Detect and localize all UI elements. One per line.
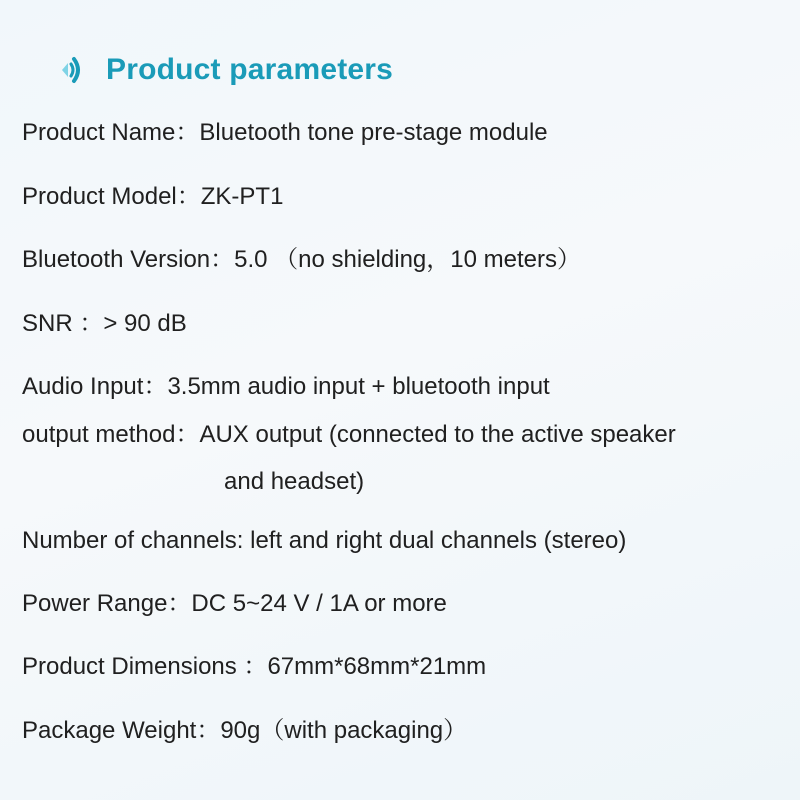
param-row-power-range [22, 588, 447, 620]
param-separator: ： [175, 119, 200, 146]
param-label: Product Model [22, 183, 177, 210]
param-row-product-dimensions [22, 651, 486, 683]
param-label: Power Range [22, 590, 168, 617]
param-separator: ： [167, 590, 192, 617]
param-row-bluetooth-version [22, 244, 581, 276]
param-label: Product Dimensions [22, 653, 237, 680]
param-row-product-model [22, 181, 283, 213]
speaker-sound-icon [58, 50, 98, 90]
param-value: 5.0 （no shielding，10 meters） [234, 246, 581, 273]
param-value: 3.5mm audio input + bluetooth input [167, 373, 550, 400]
param-row-audio-input [22, 371, 550, 403]
param-label: Number of channels [22, 527, 237, 554]
param-value: ZK-PT1 [200, 183, 284, 210]
param-row-package-weight [22, 715, 467, 747]
param-value: AUX output (connected to the active speaker [199, 421, 676, 448]
param-row-snr [22, 308, 187, 340]
param-separator: ： [196, 717, 221, 744]
param-label: SNR [22, 310, 73, 337]
param-separator: : [236, 527, 251, 554]
param-separator: ： [143, 373, 168, 400]
param-label: Product Name [22, 119, 176, 146]
param-row-product-name [22, 117, 548, 149]
param-label: output method [22, 421, 176, 448]
param-value: left and right dual channels (stereo) [250, 527, 627, 554]
param-value: Bluetooth tone pre-stage module [199, 119, 548, 146]
section-header [58, 48, 393, 92]
param-value: > 90 dB [103, 310, 187, 337]
param-label: Package Weight [22, 717, 197, 744]
param-label: Bluetooth Version [22, 246, 211, 273]
section-title: Product parameters [106, 53, 394, 86]
param-separator: ： [176, 183, 201, 210]
param-row-output-method [22, 419, 676, 451]
param-separator: ： [72, 310, 104, 337]
param-value: 90g（with packaging） [220, 717, 468, 744]
param-label: Audio Input [22, 373, 144, 400]
param-row-number-of-channels [22, 525, 626, 557]
param-separator: ： [236, 653, 268, 680]
param-separator: ： [210, 246, 235, 273]
param-separator: ： [175, 421, 200, 448]
param-value-continuation: and headset) [224, 468, 365, 495]
param-value: DC 5~24 V / 1A or more [191, 590, 447, 617]
param-value: 67mm*68mm*21mm [267, 653, 487, 680]
